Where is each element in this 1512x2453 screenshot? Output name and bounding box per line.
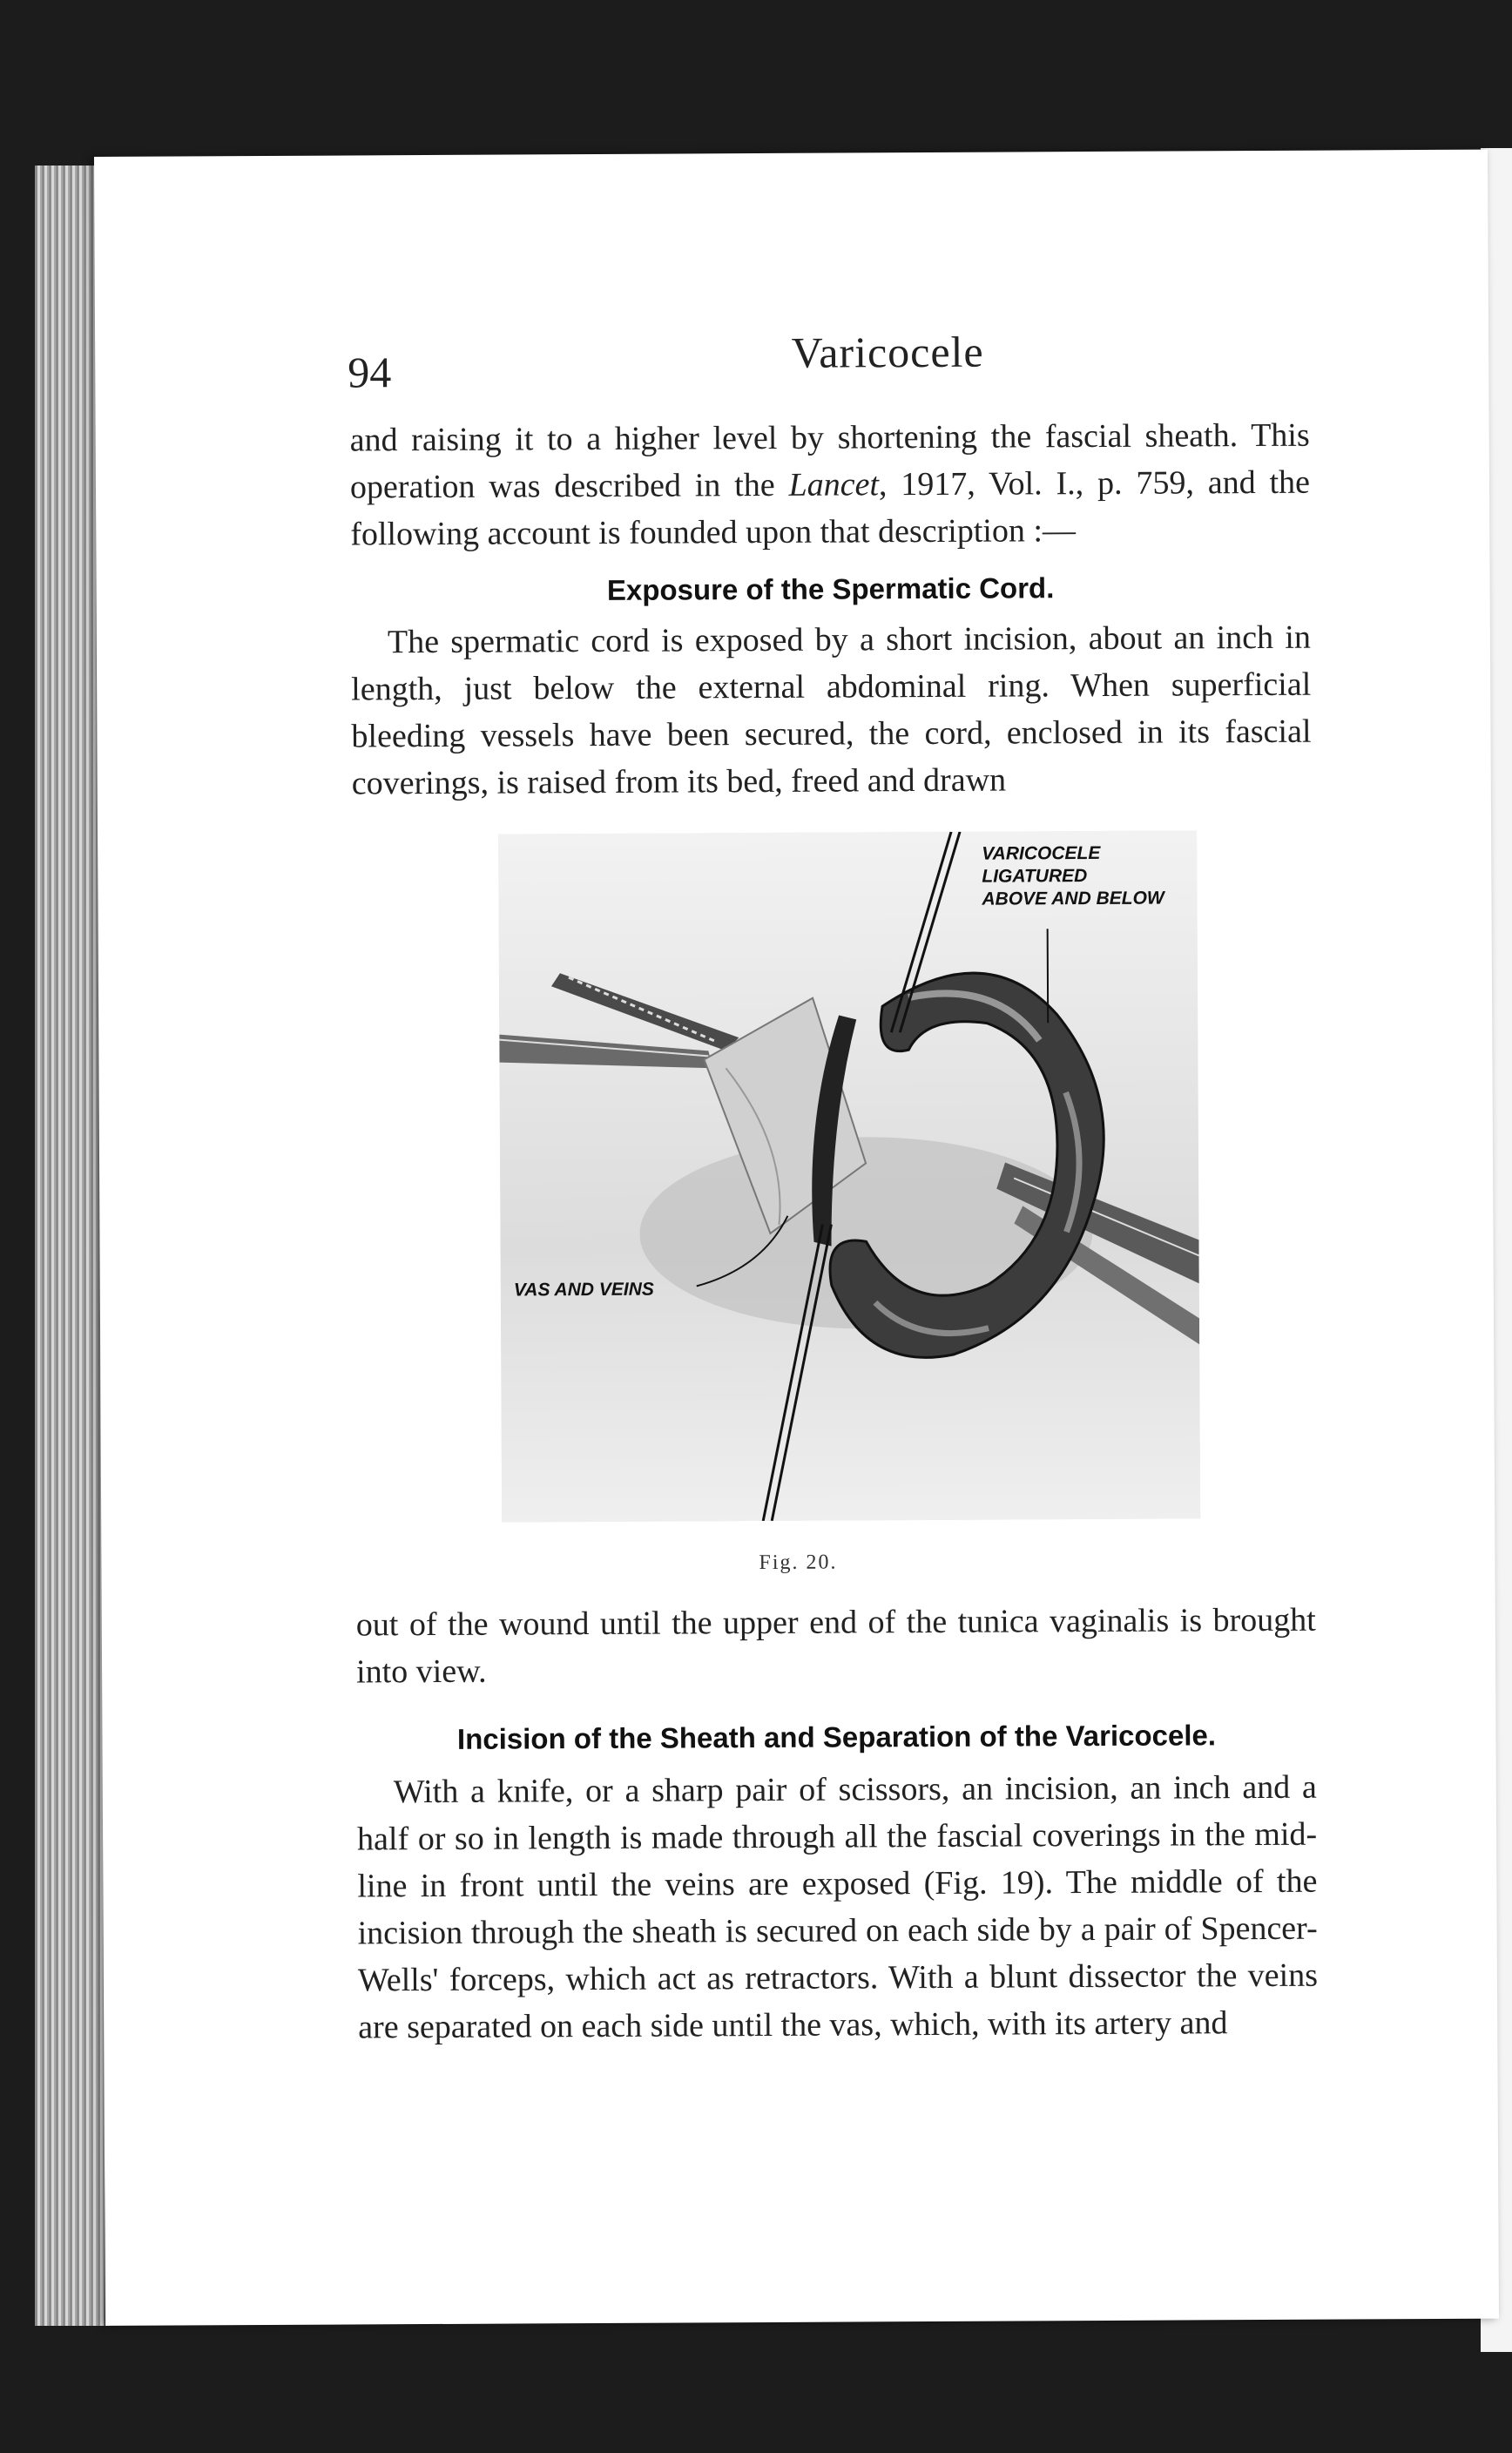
section-heading-incision: Incision of the Sheath and Separation of the Varicocele. <box>456 1719 1217 1755</box>
paragraph-intro-text-2: , 1917, Vol. I., p. 759, and the following account is founded upon that description :— <box>350 463 1311 553</box>
journal-name: Lancet <box>788 466 880 503</box>
section-heading-exposure: Exposure of the Spermatic Cord. <box>606 571 1055 606</box>
paragraph-intro <box>350 412 1311 558</box>
page-header <box>348 324 1428 399</box>
paragraph-exposure: The spermatic cord is exposed by a short incision, about an inch in length, just below the external abdominal ring. When superficial bleeding vessels have been secured, the cord, enclosed in its fascial coverings, is raised from its bed, freed and drawn <box>351 618 1312 802</box>
label-varicocele-line1: VARICOCELE <box>982 842 1101 864</box>
figure-caption: Fig. 20. <box>759 1551 838 1575</box>
leader-line-top <box>1048 929 1049 1023</box>
book-page-edges <box>35 166 105 2326</box>
paragraph-incision: With a knife, or a sharp pair of scissors, an incision, an inch and a half or so in length is made through all the fascial coverings in the mid-line in front until the veins are exposed (Fig. 19). The middle of the incision through the sheath is secured on each side by a pair of Spencer-Wells' forceps, which act as retractors. With a blunt dissector the veins are separated on each side until the vas, which, with its artery and <box>357 1768 1319 2046</box>
book-page <box>94 150 1499 2326</box>
surgical-illustration <box>498 830 1200 1522</box>
label-varicocele-line3: ABOVE AND BELOW <box>982 888 1164 909</box>
surgical-illustration-svg <box>498 830 1200 1522</box>
paragraph-continuation: out of the wound until the upper end of the tunica vaginalis is brought into view. <box>355 1601 1316 1691</box>
label-vas-and-veins: VAS AND VEINS <box>513 1279 654 1301</box>
paragraph-intro-text-1: and raising it to a higher level by shortening the fascial sheath. This operation was described in the <box>349 416 1310 506</box>
running-title: Varicocele <box>791 327 984 377</box>
label-varicocele-line2: LIGATURED <box>982 866 1088 887</box>
page-number: 94 <box>348 348 392 397</box>
